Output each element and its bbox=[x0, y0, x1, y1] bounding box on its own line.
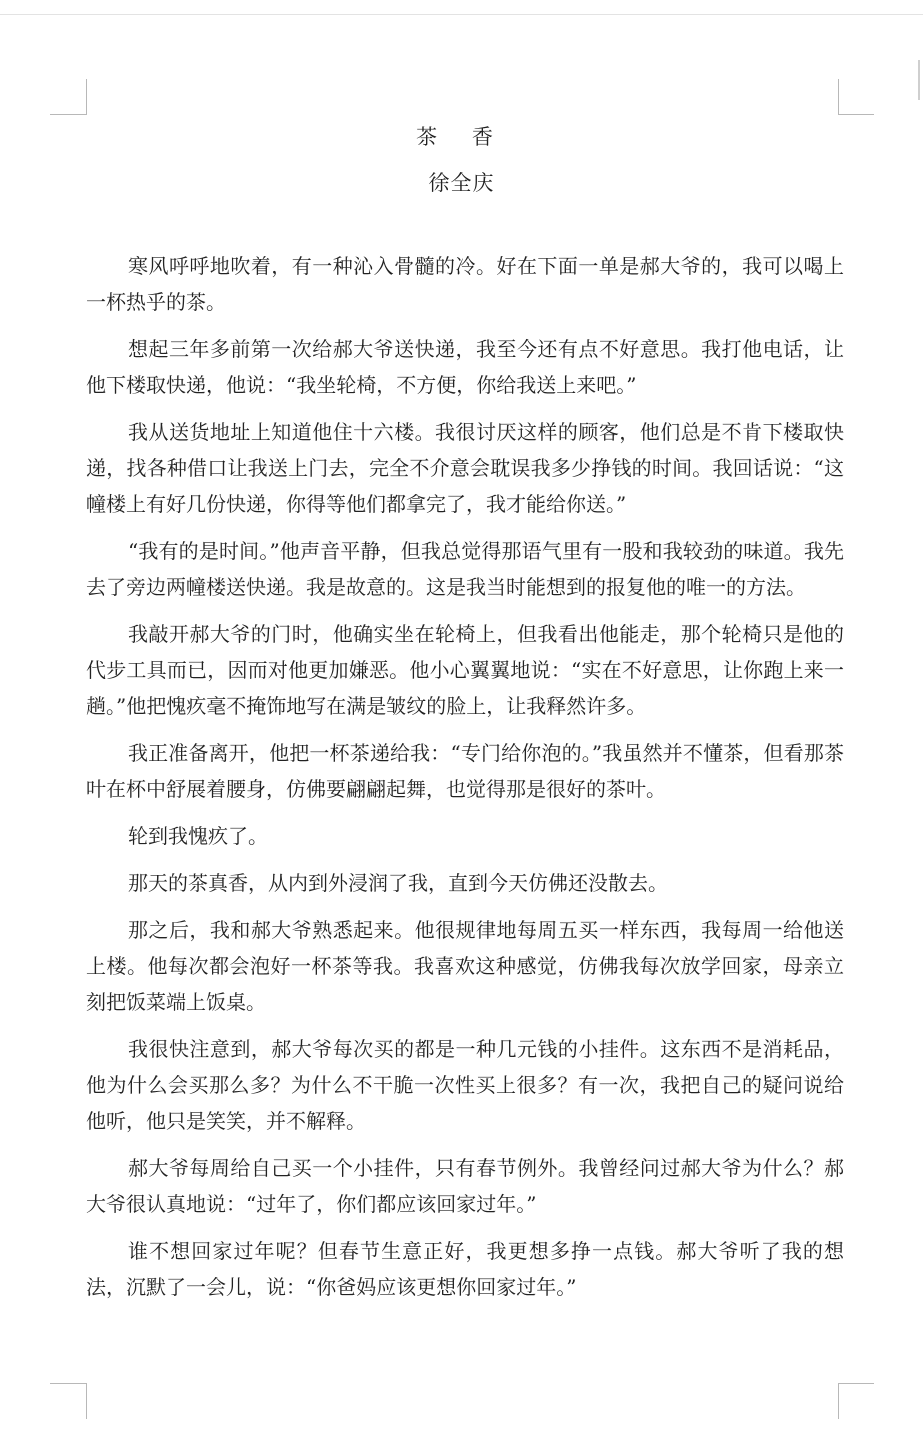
crop-mark bbox=[838, 1383, 874, 1384]
document-author: 徐全庆 bbox=[428, 171, 495, 195]
paragraph: 想起三年多前第一次给郝大爷送快递，我至今还有点不好意思。我打他电话，让他下楼取快递，他说：“我坐轮椅，不方便，你给我送上来吧。” bbox=[86, 337, 844, 397]
crop-mark bbox=[838, 1383, 839, 1419]
crop-mark bbox=[86, 79, 87, 115]
crop-mark bbox=[838, 79, 839, 115]
crop-mark bbox=[86, 1383, 87, 1419]
paragraph: 我敲开郝大爷的门时，他确实坐在轮椅上，但我看出他能走，那个轮椅只是他的代步工具而已，因而对他更加嫌恶。他小心翼翼地说：“实在不好意思，让你跑上来一趟。”他把愧疚毫不掩饰地写在满是皱纹的脸上，让我释然许多。 bbox=[86, 622, 844, 718]
scrollbar-edge bbox=[918, 60, 920, 100]
document-body bbox=[86, 248, 844, 1316]
document-title: 茶 香 bbox=[416, 125, 507, 149]
paragraph: 那天的茶真香，从内到外浸润了我，直到今天仿佛还没散去。 bbox=[128, 871, 668, 895]
paragraph: 寒风呼呼地吹着，有一种沁入骨髓的冷。好在下面一单是郝大爷的，我可以喝上一杯热乎的茶。 bbox=[86, 254, 844, 314]
crop-mark bbox=[838, 114, 874, 115]
paragraph: 轮到我愧疚了。 bbox=[128, 824, 268, 848]
paragraph: 我很快注意到，郝大爷每次买的都是一种几元钱的小挂件。这东西不是消耗品，他为什么会买那么多？为什么不干脆一次性买上很多？有一次，我把自己的疑问说给他听，他只是笑笑，并不解释。 bbox=[86, 1037, 844, 1133]
paragraph: 我正准备离开，他把一杯茶递给我：“专门给你泡的。”我虽然并不懂茶，但看那茶叶在杯中舒展着腰身，仿佛要翩翩起舞，也觉得那是很好的茶叶。 bbox=[86, 741, 844, 801]
paragraph: 我从送货地址上知道他住十六楼。我很讨厌这样的顾客，他们总是不肯下楼取快递，找各种借口让我送上门去，完全不介意会耽误我多少挣钱的时间。我回话说：“这幢楼上有好几份快递，你得等他们都拿完了，我才能给你送。” bbox=[86, 420, 844, 516]
paragraph: 谁不想回家过年呢？但春节生意正好，我更想多挣一点钱。郝大爷听了我的想法，沉默了一会儿，说：“你爸妈应该更想你回家过年。” bbox=[86, 1239, 844, 1299]
crop-mark bbox=[50, 114, 86, 115]
top-divider bbox=[0, 14, 923, 15]
crop-mark bbox=[50, 1383, 86, 1384]
paragraph: 那之后，我和郝大爷熟悉起来。他很规律地每周五买一样东西，我每周一给他送上楼。他每次都会泡好一杯茶等我。我喜欢这种感觉，仿佛我每次放学回家，母亲立刻把饭菜端上饭桌。 bbox=[86, 918, 844, 1014]
paragraph: 郝大爷每周给自己买一个小挂件，只有春节例外。我曾经问过郝大爷为什么？郝大爷很认真地说：“过年了，你们都应该回家过年。” bbox=[86, 1156, 844, 1216]
paragraph: “我有的是时间。”他声音平静，但我总觉得那语气里有一股和我较劲的味道。我先去了旁边两幢楼送快递。我是故意的。这是我当时能想到的报复他的唯一的方法。 bbox=[86, 539, 844, 599]
